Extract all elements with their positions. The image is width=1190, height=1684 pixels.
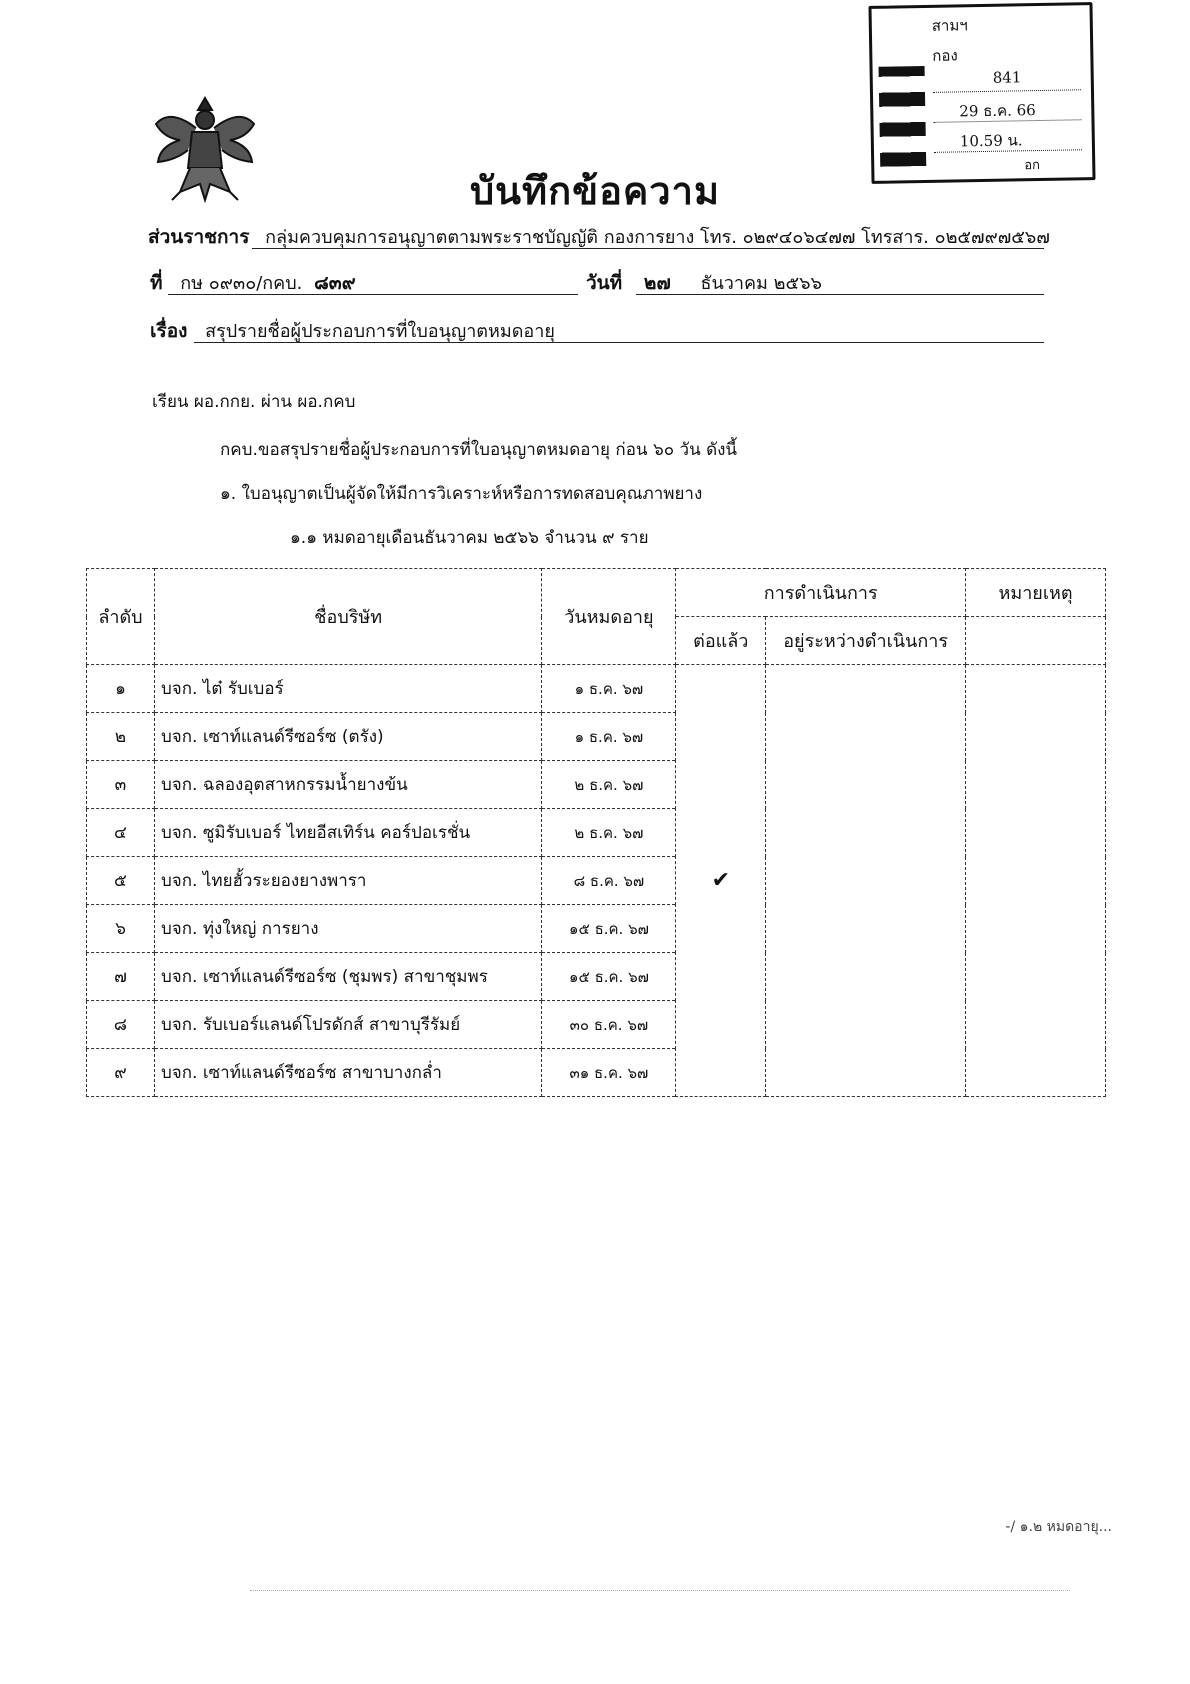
date-day: ๒๗ [643, 272, 671, 294]
row-company: บจก. ฉลองอุตสาหกรรมน้ำยางข้น [154, 761, 542, 809]
col-header-no: ลำดับ [87, 569, 155, 665]
row-no: ๔ [87, 809, 155, 857]
col-header-action: การดำเนินการ [676, 569, 966, 617]
remark-cell [966, 665, 1106, 1097]
col-header-remark: หมายเหตุ [966, 569, 1106, 617]
department-value: กลุ่มควบคุมการอนุญาตตามพระราชบัญญัติ กองการยาง โทร. ๐๒๙๔๐๖๔๗๗ โทรสาร. ๐๒๕๗๙๗๕๖๗ [265, 227, 1050, 248]
col-header-remark-blank [966, 617, 1106, 665]
row-expiry: ๑๕ ธ.ค. ๖๗ [542, 905, 676, 953]
col-header-in-progress: อยู่ระหว่างดำเนินการ [766, 617, 966, 665]
row-expiry: ๑ ธ.ค. ๖๗ [542, 665, 676, 713]
intro-paragraph: กคบ.ขอสรุปรายชื่อผู้ประกอบการที่ใบอนุญาตหมดอายุ ก่อน ๖๐ วัน ดังนี้ [220, 440, 738, 460]
row-no: ๗ [87, 953, 155, 1001]
stamp-received-date: 29 ธ.ค. 66 [959, 101, 1036, 121]
row-expiry: ๒ ธ.ค. ๖๗ [542, 809, 676, 857]
row-expiry: ๑ ธ.ค. ๖๗ [542, 713, 676, 761]
reference-number: ๘๓๙ [314, 272, 356, 294]
row-no: ๖ [87, 905, 155, 953]
col-header-expiry: วันหมดอายุ [542, 569, 676, 665]
department-label: ส่วนราชการ [148, 226, 250, 248]
row-company: บจก. ไทยฮั้วระยองยางพารา [154, 857, 542, 905]
salutation: เรียน ผอ.กกย. ผ่าน ผอ.กคบ [152, 392, 356, 412]
row-no: ๕ [87, 857, 155, 905]
continuation-note: -/ ๑.๒ หมดอายุ... [1005, 1519, 1112, 1535]
row-company: บจก. ไต๋ รับเบอร์ [154, 665, 542, 713]
table-row [87, 665, 1106, 713]
row-expiry: ๓๐ ธ.ค. ๖๗ [542, 1001, 676, 1049]
row-company: บจก. เซาท์แลนด์รีซอร์ซ (ชุมพร) สาขาชุมพร [154, 953, 542, 1001]
row-company: บจก. รับเบอร์แลนด์โปรดักส์ สาขาบุรีรัมย์ [154, 1001, 542, 1049]
row-expiry: ๓๑ ธ.ค. ๖๗ [542, 1049, 676, 1097]
col-header-company: ชื่อบริษัท [154, 569, 542, 665]
date-label: วันที่ [586, 272, 623, 294]
bottom-dotted-divider [250, 1590, 1070, 1591]
row-expiry: ๒ ธ.ค. ๖๗ [542, 761, 676, 809]
reference-value: กษ ๐๙๓๐/กคบ. [180, 273, 303, 294]
row-expiry: ๘ ธ.ค. ๖๗ [542, 857, 676, 905]
row-expiry: ๑๕ ธ.ค. ๖๗ [542, 953, 676, 1001]
row-no: ๓ [87, 761, 155, 809]
row-no: ๒ [87, 713, 155, 761]
item-1: ๑. ใบอนุญาตเป็นผู้จัดให้มีการวิเคราะห์หรือการทดสอบคุณภาพยาง [220, 484, 703, 504]
row-company: บจก. เซาท์แลนด์รีซอร์ซ (ตรัง) [154, 713, 542, 761]
row-company: บจก. ซูมิรับเบอร์ ไทยอีสเทิร์น คอร์ปอเรชั่น [154, 809, 542, 857]
expiry-table [86, 568, 1106, 1097]
subject-label: เรื่อง [150, 320, 188, 342]
date-month-year: ธันวาคม ๒๕๖๖ [700, 273, 822, 294]
stamp-received-number: 841 [992, 68, 1022, 87]
page-title: บันทึกข้อความ [469, 168, 721, 213]
row-no: ๑ [87, 665, 155, 713]
stamp-line1: สามฯ [931, 16, 968, 35]
col-header-renewed: ต่อแล้ว [676, 617, 766, 665]
in-progress-cell [766, 665, 966, 1097]
reference-label: ที่ [150, 272, 163, 294]
stamp-labels-block [879, 66, 927, 167]
subject-value: สรุปรายชื่อผู้ประกอบการที่ใบอนุญาตหมดอายุ [205, 321, 555, 342]
stamp-line2: กอง [932, 46, 958, 65]
row-no: ๙ [87, 1049, 155, 1097]
stamp-received-time: 10.59 น. [959, 131, 1023, 151]
stamp-initial: อก [1024, 158, 1041, 174]
row-no: ๘ [87, 1001, 155, 1049]
renewed-checkmark: ✔ [676, 665, 766, 1097]
receiving-stamp [868, 2, 1095, 184]
item-1-1: ๑.๑ หมดอายุเดือนธันวาคม ๒๕๖๖ จำนวน ๙ ราย [290, 528, 649, 548]
row-company: บจก. เซาท์แลนด์รีซอร์ซ สาขาบางกล่ำ [154, 1049, 542, 1097]
row-company: บจก. ทุ่งใหญ่ การยาง [154, 905, 542, 953]
